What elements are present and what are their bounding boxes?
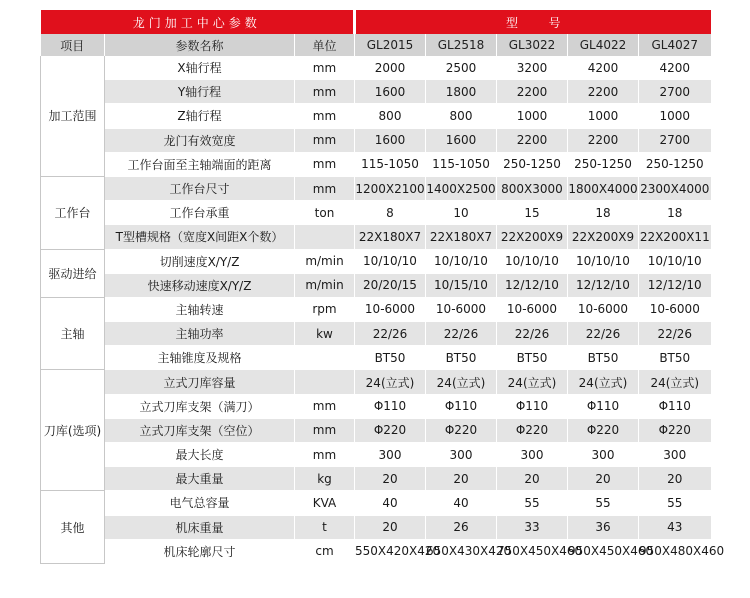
model-value: 950X480X460	[639, 539, 711, 563]
model-value: 4200	[568, 56, 639, 80]
param-unit: mm	[295, 418, 355, 442]
model-value: Φ220	[497, 418, 568, 442]
model-value: 2700	[639, 128, 711, 152]
model-value: 3200	[497, 56, 568, 80]
header-model: GL4022	[568, 34, 639, 56]
model-value: 43	[639, 515, 711, 539]
param-name: 主轴功率	[105, 322, 295, 346]
model-value: 2700	[639, 80, 711, 104]
model-value: 20	[639, 467, 711, 491]
param-unit: mm	[295, 128, 355, 152]
model-value: 800X3000	[497, 176, 568, 200]
model-value: 550X420X420	[355, 539, 426, 563]
model-value: 300	[426, 443, 497, 467]
model-value: 24(立式)	[497, 370, 568, 394]
model-value: 26	[426, 515, 497, 539]
model-value: 40	[355, 491, 426, 515]
table-row	[41, 273, 711, 297]
header-model: GL4027	[639, 34, 711, 56]
table-row	[41, 515, 711, 539]
model-value: 4200	[639, 56, 711, 80]
param-name: Y轴行程	[105, 80, 295, 104]
header-item: 项目	[41, 34, 105, 56]
group-label: 主轴	[41, 297, 105, 370]
model-value: 24(立式)	[355, 370, 426, 394]
model-value: 2000	[355, 56, 426, 80]
model-value: 22X180X7	[355, 225, 426, 249]
table-row	[41, 128, 711, 152]
model-value: 800	[426, 104, 497, 128]
model-value: BT50	[355, 346, 426, 370]
model-value: 1800	[426, 80, 497, 104]
model-value: 250-1250	[639, 152, 711, 176]
model-value: 22/26	[355, 322, 426, 346]
model-value: 2200	[497, 80, 568, 104]
header-unit: 单位	[295, 34, 355, 56]
model-value: Φ220	[426, 418, 497, 442]
param-unit	[295, 225, 355, 249]
model-value: 2200	[568, 80, 639, 104]
model-value: 10/10/10	[355, 249, 426, 273]
model-value: 10/15/10	[426, 273, 497, 297]
model-value: 36	[568, 515, 639, 539]
table-row	[41, 491, 711, 515]
group-label: 工作台	[41, 176, 105, 249]
table-row	[41, 176, 711, 200]
model-value: Φ110	[568, 394, 639, 418]
model-value: 22X180X7	[426, 225, 497, 249]
model-value: 10/10/10	[426, 249, 497, 273]
table-row	[41, 418, 711, 442]
table-row	[41, 56, 711, 80]
model-value: 650X430X420	[426, 539, 497, 563]
group-label: 刀库(选项)	[41, 370, 105, 491]
table-row	[41, 394, 711, 418]
model-value: 800	[355, 104, 426, 128]
model-value: 24(立式)	[568, 370, 639, 394]
model-value: 1000	[639, 104, 711, 128]
param-unit: mm	[295, 443, 355, 467]
model-value: 10/10/10	[639, 249, 711, 273]
param-name: X轴行程	[105, 56, 295, 80]
model-value: 10-6000	[355, 297, 426, 321]
model-value: 22X200X11	[639, 225, 711, 249]
model-value: 1400X2500	[426, 176, 497, 200]
model-value: 115-1050	[355, 152, 426, 176]
param-unit: kg	[295, 467, 355, 491]
param-name: 立式刀库支架（空位）	[105, 418, 295, 442]
model-value: 22/26	[568, 322, 639, 346]
param-unit	[295, 370, 355, 394]
param-name: 最大重量	[105, 467, 295, 491]
model-value: BT50	[497, 346, 568, 370]
model-value: 20	[497, 467, 568, 491]
model-value: 12/12/10	[568, 273, 639, 297]
model-value: 12/12/10	[497, 273, 568, 297]
model-value: 10-6000	[426, 297, 497, 321]
model-value: 20	[355, 515, 426, 539]
param-name: T型槽规格（宽度X间距X个数）	[105, 225, 295, 249]
model-value: 40	[426, 491, 497, 515]
param-name: 龙门有效宽度	[105, 128, 295, 152]
model-value: Φ110	[355, 394, 426, 418]
model-value: 22/26	[426, 322, 497, 346]
table-row	[41, 80, 711, 104]
model-value: 750X450X460	[497, 539, 568, 563]
table-row	[41, 297, 711, 321]
table-title: 龙门加工中心参数	[41, 10, 355, 34]
table-row	[41, 152, 711, 176]
param-name: 主轴转速	[105, 297, 295, 321]
model-value: 20	[568, 467, 639, 491]
model-value: 2500	[426, 56, 497, 80]
model-value: 8	[355, 201, 426, 225]
model-value: Φ110	[639, 394, 711, 418]
model-value: 10-6000	[639, 297, 711, 321]
param-name: 最大长度	[105, 443, 295, 467]
table-row	[41, 370, 711, 394]
table-row	[41, 104, 711, 128]
model-value: 1600	[355, 128, 426, 152]
param-unit: rpm	[295, 297, 355, 321]
model-value: 1000	[497, 104, 568, 128]
param-unit: ton	[295, 201, 355, 225]
param-unit: mm	[295, 104, 355, 128]
param-unit	[295, 346, 355, 370]
model-value: 20	[426, 467, 497, 491]
param-unit: mm	[295, 152, 355, 176]
model-value: 2200	[497, 128, 568, 152]
model-value: 10	[426, 201, 497, 225]
param-unit: t	[295, 515, 355, 539]
param-unit: m/min	[295, 273, 355, 297]
table-row	[41, 249, 711, 273]
model-value: BT50	[426, 346, 497, 370]
param-name: 机床重量	[105, 515, 295, 539]
param-name: 工作台面至主轴端面的距离	[105, 152, 295, 176]
model-value: 24(立式)	[639, 370, 711, 394]
model-value: 2200	[568, 128, 639, 152]
param-name: 工作台承重	[105, 201, 295, 225]
model-value: Φ110	[497, 394, 568, 418]
param-unit: mm	[295, 56, 355, 80]
model-value: 55	[639, 491, 711, 515]
param-name: 立式刀库容量	[105, 370, 295, 394]
model-value: 1800X4000	[568, 176, 639, 200]
header-row	[41, 34, 711, 56]
model-value: 300	[355, 443, 426, 467]
model-value: Φ220	[568, 418, 639, 442]
model-value: 12/12/10	[639, 273, 711, 297]
model-value: 55	[568, 491, 639, 515]
model-value: BT50	[568, 346, 639, 370]
model-value: 20	[355, 467, 426, 491]
model-value: Φ110	[426, 394, 497, 418]
model-value: 10/10/10	[568, 249, 639, 273]
model-value: Φ220	[355, 418, 426, 442]
model-value: 1000	[568, 104, 639, 128]
model-value: Φ220	[639, 418, 711, 442]
model-value: 300	[639, 443, 711, 467]
model-value: 20/20/15	[355, 273, 426, 297]
table-row	[41, 322, 711, 346]
table-row	[41, 201, 711, 225]
model-value: 22X200X9	[568, 225, 639, 249]
model-value: 300	[497, 443, 568, 467]
table-row	[41, 225, 711, 249]
table-row	[41, 346, 711, 370]
model-value: 250-1250	[568, 152, 639, 176]
param-name: 机床轮廓尺寸	[105, 539, 295, 563]
group-label: 其他	[41, 491, 105, 564]
model-value: 22/26	[497, 322, 568, 346]
model-value: BT50	[639, 346, 711, 370]
header-model: GL3022	[497, 34, 568, 56]
param-name: 快速移动速度X/Y/Z	[105, 273, 295, 297]
model-value: 18	[568, 201, 639, 225]
table-row	[41, 443, 711, 467]
spec-body	[41, 56, 725, 563]
model-value: 22/26	[639, 322, 711, 346]
param-name: 切削速度X/Y/Z	[105, 249, 295, 273]
model-value: 10/10/10	[497, 249, 568, 273]
model-value: 115-1050	[426, 152, 497, 176]
param-unit: KVA	[295, 491, 355, 515]
group-label: 加工范围	[41, 56, 105, 176]
model-value: 10-6000	[568, 297, 639, 321]
model-value: 24(立式)	[426, 370, 497, 394]
title-row	[41, 10, 711, 34]
param-unit: kw	[295, 322, 355, 346]
group-label: 驱动进给	[41, 249, 105, 297]
model-value: 1600	[355, 80, 426, 104]
model-value: 300	[568, 443, 639, 467]
model-value: 250-1250	[497, 152, 568, 176]
table-row	[41, 539, 711, 563]
model-value: 15	[497, 201, 568, 225]
param-name: Z轴行程	[105, 104, 295, 128]
model-value: 10-6000	[497, 297, 568, 321]
table-row	[41, 467, 711, 491]
param-unit: cm	[295, 539, 355, 563]
spec-table	[40, 10, 725, 564]
model-value: 2300X4000	[639, 176, 711, 200]
param-name: 工作台尺寸	[105, 176, 295, 200]
param-unit: mm	[295, 80, 355, 104]
model-heading: 型 号	[355, 10, 711, 34]
param-unit: mm	[295, 176, 355, 200]
param-unit: m/min	[295, 249, 355, 273]
model-value: 18	[639, 201, 711, 225]
model-value: 33	[497, 515, 568, 539]
model-value: 55	[497, 491, 568, 515]
header-model: GL2518	[426, 34, 497, 56]
model-value: 1600	[426, 128, 497, 152]
model-value: 1200X2100	[355, 176, 426, 200]
header-param: 参数名称	[105, 34, 295, 56]
model-value: 950X450X460	[568, 539, 639, 563]
param-name: 电气总容量	[105, 491, 295, 515]
param-name: 主轴锥度及规格	[105, 346, 295, 370]
param-unit: mm	[295, 394, 355, 418]
param-name: 立式刀库支架（满刀）	[105, 394, 295, 418]
header-model: GL2015	[355, 34, 426, 56]
model-value: 22X200X9	[497, 225, 568, 249]
